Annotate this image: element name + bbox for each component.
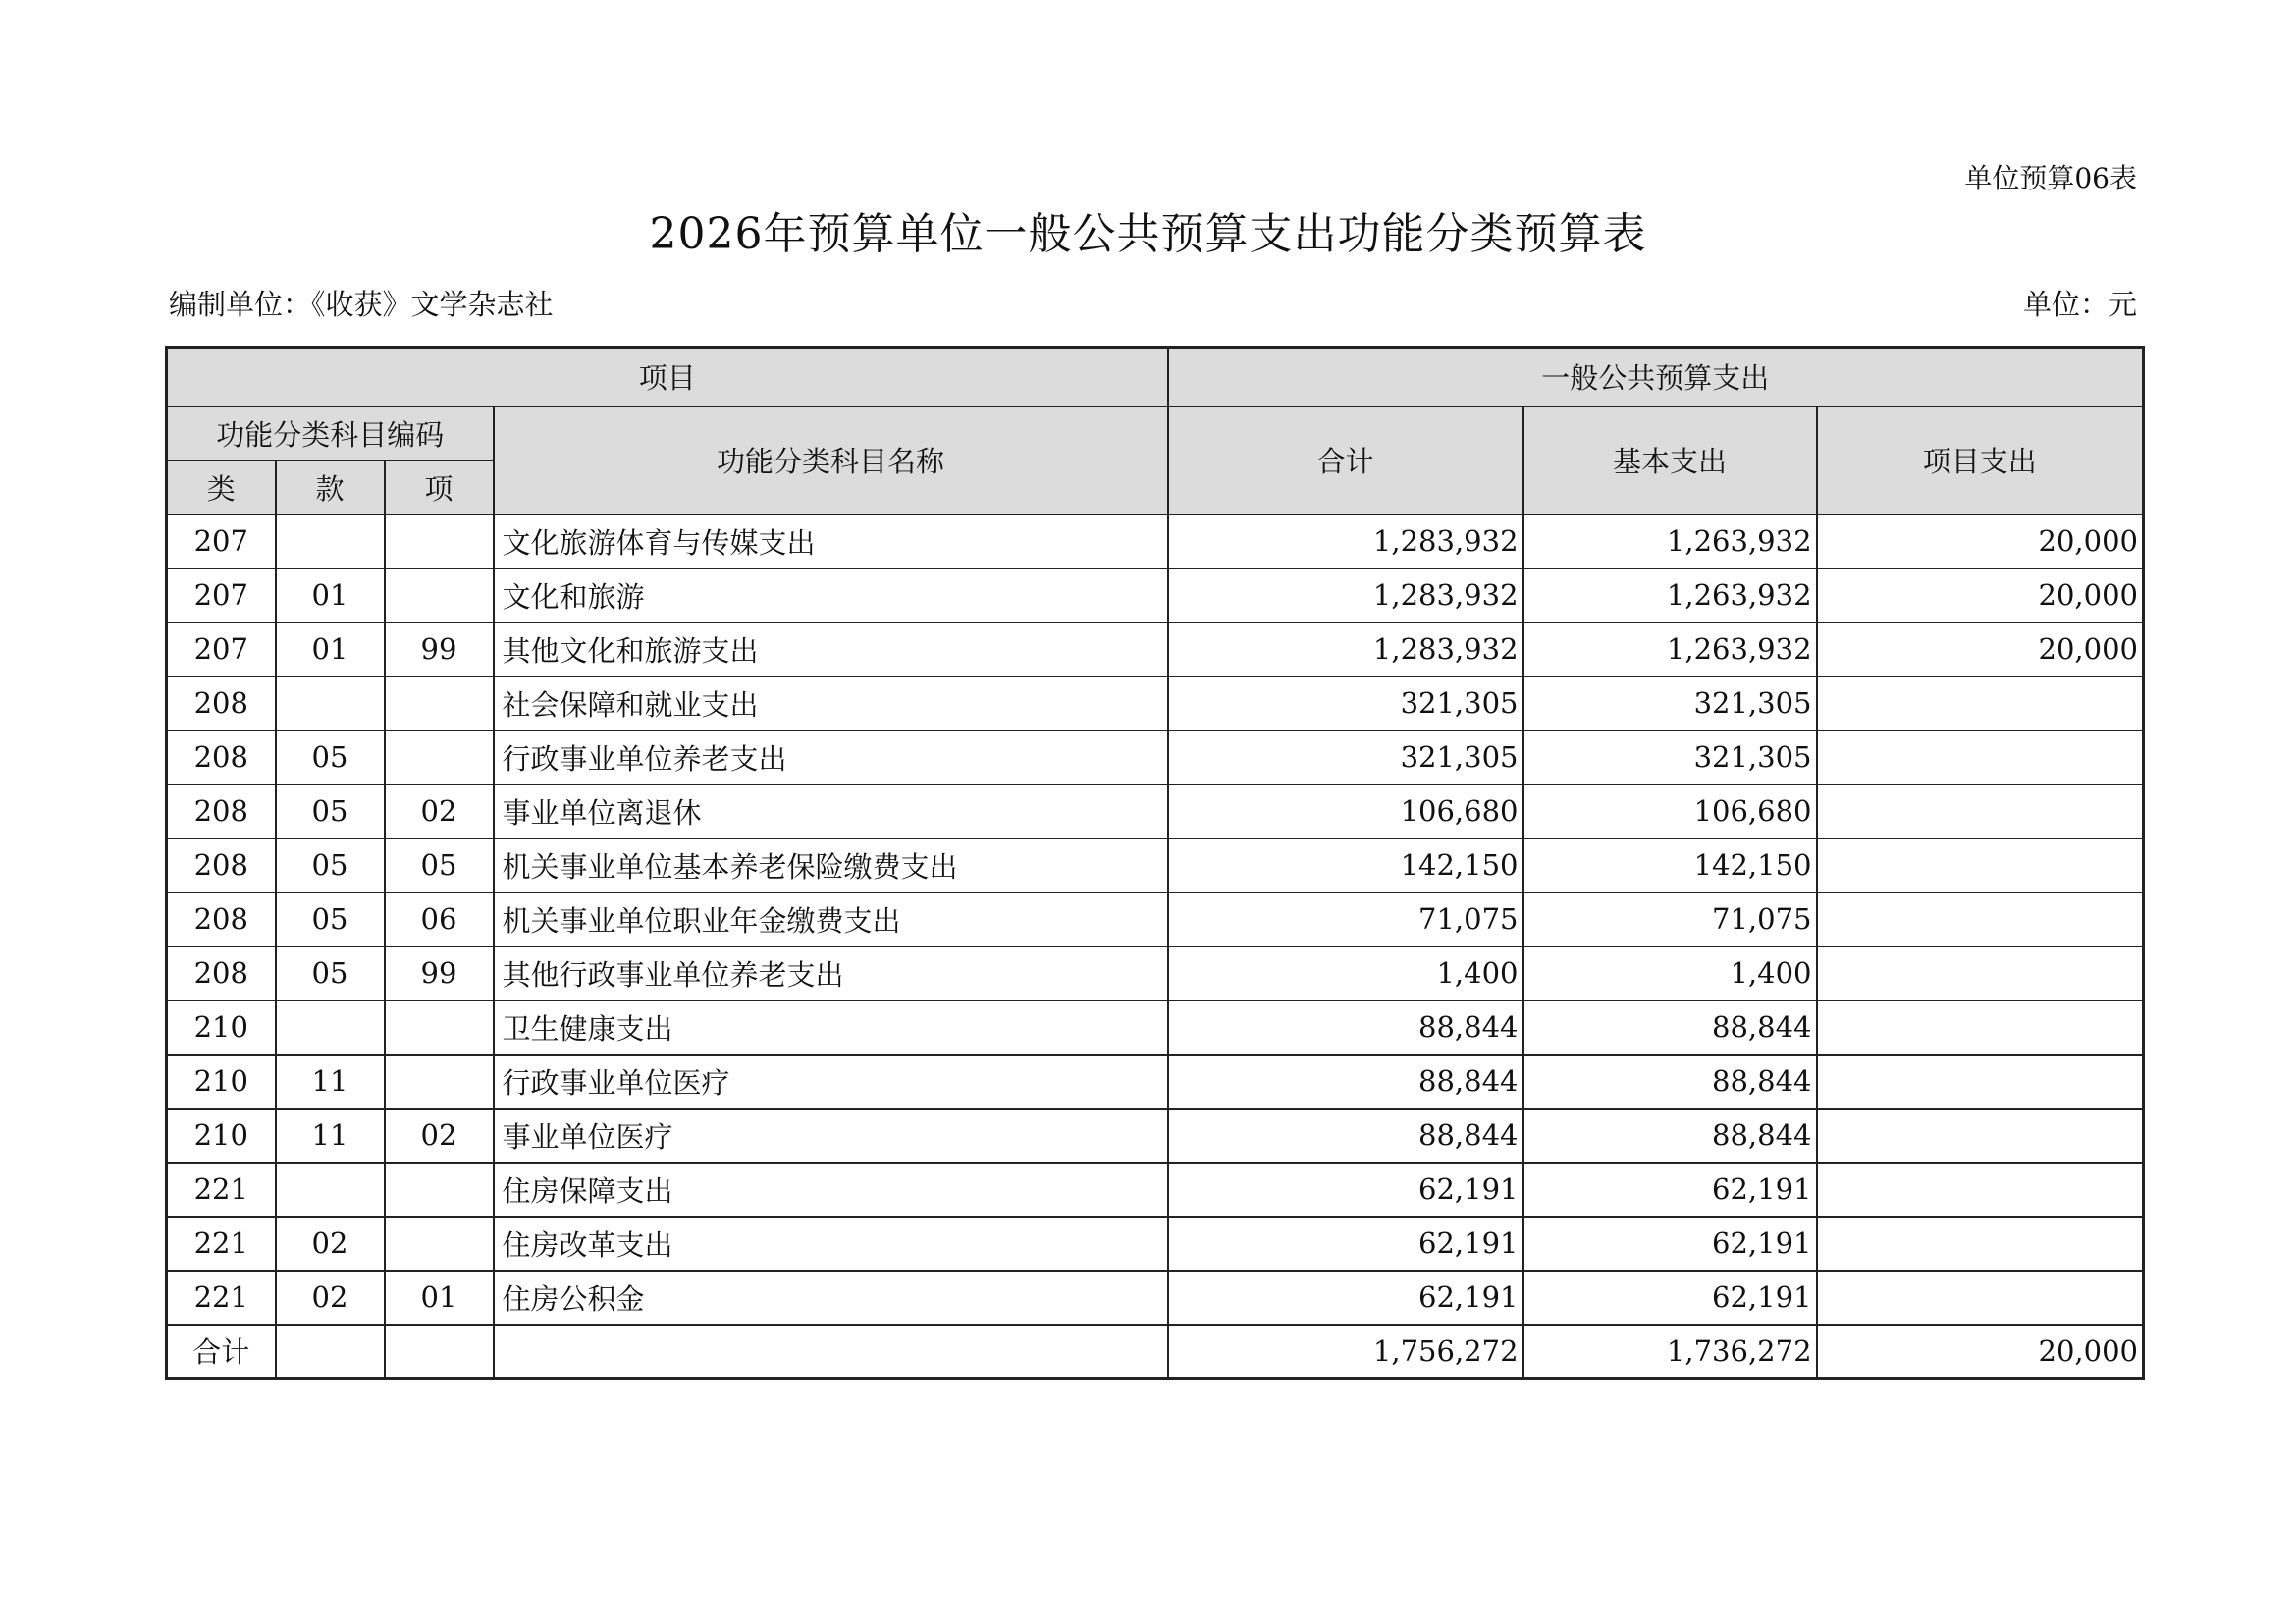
cell-section: 05 — [276, 839, 385, 893]
cell-class: 207 — [167, 514, 276, 568]
cell-name: 文化和旅游 — [494, 568, 1168, 623]
cell-section — [276, 514, 385, 568]
header-program: 项目支出 — [1817, 406, 2144, 514]
table-row — [167, 1163, 2144, 1217]
cell-total: 1,283,932 — [1168, 514, 1523, 568]
cell-item — [385, 1001, 494, 1055]
cell-basic: 88,844 — [1523, 1055, 1817, 1109]
cell-name: 机关事业单位职业年金缴费支出 — [494, 893, 1168, 947]
cell-item — [385, 1217, 494, 1271]
cell-total: 1,283,932 — [1168, 568, 1523, 623]
currency-unit — [2023, 283, 2137, 323]
cell-basic: 1,263,932 — [1523, 623, 1817, 677]
cell-program: 20,000 — [1817, 568, 2144, 623]
total-row — [167, 1325, 2144, 1379]
cell-program — [1817, 677, 2144, 731]
cell-basic: 62,191 — [1523, 1271, 1817, 1325]
cell-item: 02 — [385, 785, 494, 839]
cell-program — [1817, 1109, 2144, 1163]
cell-class: 208 — [167, 947, 276, 1001]
cell-program — [1817, 785, 2144, 839]
cell-basic: 1,263,932 — [1523, 514, 1817, 568]
cell-name: 事业单位医疗 — [494, 1109, 1168, 1163]
form-number: 单位预算06表 — [1964, 162, 2137, 194]
cell-program — [1817, 1055, 2144, 1109]
cell-basic: 106,680 — [1523, 785, 1817, 839]
table-row — [167, 947, 2144, 1001]
cell-basic: 1,736,272 — [1523, 1325, 1817, 1379]
cell-total: 62,191 — [1168, 1163, 1523, 1217]
cell-total: 1,283,932 — [1168, 623, 1523, 677]
cell-program: 20,000 — [1817, 514, 2144, 568]
table-row — [167, 1271, 2144, 1325]
cell-program: 20,000 — [1817, 623, 2144, 677]
header-lei: 类 — [167, 460, 276, 514]
cell-total: 62,191 — [1168, 1217, 1523, 1271]
table-row — [167, 839, 2144, 893]
cell-section: 05 — [276, 785, 385, 839]
table-row — [167, 1217, 2144, 1271]
header-total: 合计 — [1168, 406, 1523, 514]
page-title: 2026年预算单位一般公共预算支出功能分类预算表 — [649, 209, 1647, 259]
table-row — [167, 893, 2144, 947]
cell-section: 05 — [276, 893, 385, 947]
cell-name: 其他文化和旅游支出 — [494, 623, 1168, 677]
header-kuan: 款 — [276, 460, 385, 514]
cell-class: 221 — [167, 1217, 276, 1271]
cell-class: 208 — [167, 785, 276, 839]
cell-program — [1817, 731, 2144, 785]
cell-name: 住房保障支出 — [494, 1163, 1168, 1217]
cell-name: 卫生健康支出 — [494, 1001, 1168, 1055]
table-row — [167, 1001, 2144, 1055]
header-code-group: 功能分类科目编码 — [167, 406, 494, 460]
cell-basic: 1,400 — [1523, 947, 1817, 1001]
table-row — [167, 1055, 2144, 1109]
cell-item: 99 — [385, 623, 494, 677]
cell-item — [385, 1163, 494, 1217]
cell-program — [1817, 947, 2144, 1001]
cell-total: 71,075 — [1168, 893, 1523, 947]
table-row — [167, 623, 2144, 677]
cell-program — [1817, 1271, 2144, 1325]
cell-total: 321,305 — [1168, 677, 1523, 731]
cell-section: 05 — [276, 731, 385, 785]
cell-section: 01 — [276, 568, 385, 623]
cell-name: 住房改革支出 — [494, 1217, 1168, 1271]
cell-class: 210 — [167, 1001, 276, 1055]
cell-section: 02 — [276, 1217, 385, 1271]
compiling-unit-label: 编制单位： — [169, 288, 312, 321]
table-row — [167, 677, 2144, 731]
cell-program — [1817, 1001, 2144, 1055]
cell-section — [276, 1001, 385, 1055]
cell-name: 机关事业单位基本养老保险缴费支出 — [494, 839, 1168, 893]
cell-program — [1817, 1217, 2144, 1271]
cell-item: 05 — [385, 839, 494, 893]
table-row — [167, 1109, 2144, 1163]
cell-name: 其他行政事业单位养老支出 — [494, 947, 1168, 1001]
cell-section — [276, 1163, 385, 1217]
cell-total: 1,400 — [1168, 947, 1523, 1001]
cell-section: 02 — [276, 1271, 385, 1325]
currency-unit-value: 元 — [2108, 288, 2137, 321]
cell-basic: 88,844 — [1523, 1109, 1817, 1163]
cell-program: 20,000 — [1817, 1325, 2144, 1379]
table-body — [167, 514, 2144, 1379]
cell-class: 208 — [167, 839, 276, 893]
table-row — [167, 731, 2144, 785]
cell-item: 99 — [385, 947, 494, 1001]
cell-total: 142,150 — [1168, 839, 1523, 893]
table-row — [167, 568, 2144, 623]
cell-item: 06 — [385, 893, 494, 947]
cell-class: 210 — [167, 1055, 276, 1109]
header-xiang: 项 — [385, 460, 494, 514]
compiling-unit-name: 《收获》文学杂志社 — [311, 288, 554, 321]
cell-class: 210 — [167, 1109, 276, 1163]
cell-item: 02 — [385, 1109, 494, 1163]
currency-unit-label: 单位： — [2022, 288, 2109, 321]
cell-class: 208 — [167, 677, 276, 731]
header-basic: 基本支出 — [1523, 406, 1817, 514]
cell-basic: 142,150 — [1523, 839, 1817, 893]
cell-item — [385, 1055, 494, 1109]
cell-total: 88,844 — [1168, 1001, 1523, 1055]
cell-class: 207 — [167, 568, 276, 623]
compiling-unit — [169, 283, 554, 323]
cell-basic: 321,305 — [1523, 731, 1817, 785]
header-project: 项目 — [167, 348, 1168, 406]
cell-basic: 62,191 — [1523, 1217, 1817, 1271]
cell-class: 208 — [167, 731, 276, 785]
cell-section — [276, 1325, 385, 1379]
cell-name — [494, 1325, 1168, 1379]
cell-class: 208 — [167, 893, 276, 947]
cell-section: 01 — [276, 623, 385, 677]
cell-program — [1817, 893, 2144, 947]
cell-item — [385, 1325, 494, 1379]
budget-table — [165, 346, 2145, 1380]
cell-total: 88,844 — [1168, 1109, 1523, 1163]
cell-class: 207 — [167, 623, 276, 677]
table-row — [167, 514, 2144, 568]
cell-section: 11 — [276, 1109, 385, 1163]
cell-name: 事业单位离退休 — [494, 785, 1168, 839]
header-general-budget: 一般公共预算支出 — [1168, 348, 2144, 406]
cell-basic: 1,263,932 — [1523, 568, 1817, 623]
cell-total: 1,756,272 — [1168, 1325, 1523, 1379]
cell-name: 住房公积金 — [494, 1271, 1168, 1325]
cell-item — [385, 568, 494, 623]
header-item-name: 功能分类科目名称 — [494, 406, 1168, 514]
cell-section: 05 — [276, 947, 385, 1001]
cell-total: 106,680 — [1168, 785, 1523, 839]
cell-item — [385, 677, 494, 731]
cell-total: 62,191 — [1168, 1271, 1523, 1325]
cell-basic: 71,075 — [1523, 893, 1817, 947]
cell-basic: 62,191 — [1523, 1163, 1817, 1217]
cell-item — [385, 731, 494, 785]
cell-total: 321,305 — [1168, 731, 1523, 785]
cell-total: 88,844 — [1168, 1055, 1523, 1109]
cell-program — [1817, 1163, 2144, 1217]
cell-program — [1817, 839, 2144, 893]
cell-item: 01 — [385, 1271, 494, 1325]
table-row — [167, 785, 2144, 839]
cell-name: 行政事业单位养老支出 — [494, 731, 1168, 785]
cell-section — [276, 677, 385, 731]
cell-name: 文化旅游体育与传媒支出 — [494, 514, 1168, 568]
cell-basic: 321,305 — [1523, 677, 1817, 731]
cell-item — [385, 514, 494, 568]
cell-name: 行政事业单位医疗 — [494, 1055, 1168, 1109]
cell-class: 合计 — [167, 1325, 276, 1379]
cell-class: 221 — [167, 1163, 276, 1217]
cell-section: 11 — [276, 1055, 385, 1109]
cell-name: 社会保障和就业支出 — [494, 677, 1168, 731]
cell-basic: 88,844 — [1523, 1001, 1817, 1055]
cell-class: 221 — [167, 1271, 276, 1325]
